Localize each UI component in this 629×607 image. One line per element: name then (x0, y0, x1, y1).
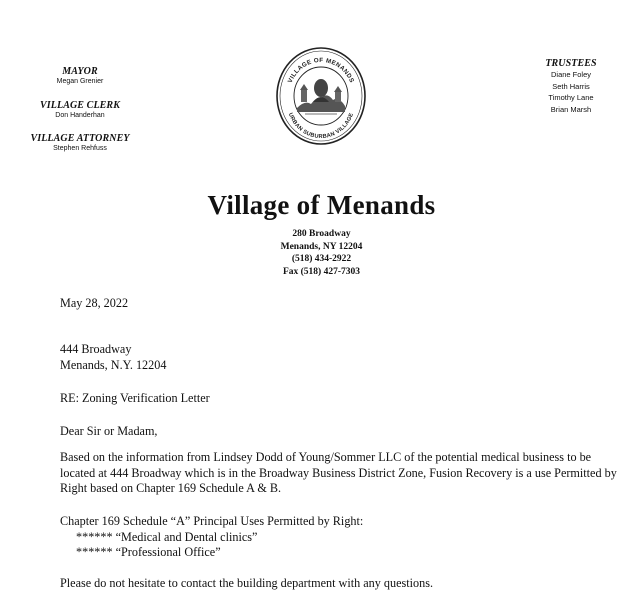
address-line: Fax (518) 427-7303 (282, 266, 361, 277)
trustees-heading: TRUSTEES (545, 58, 597, 69)
schedule-heading: Chapter 169 Schedule “A” Principal Uses Permitted by Right: (60, 514, 364, 528)
attorney-block (0, 133, 160, 152)
address-line: 280 Broadway (292, 229, 351, 239)
attorney-role: VILLAGE ATTORNEY (30, 133, 130, 144)
letter-body-paragraph: Based on the information from Lindsey Dodd of Young/Sommer LLC of the potential medical business to be located at 444 Broadway which is in the Broadway Business District Zone, Fusion Recovery is a use Permitted by Right based on Chapter 169 Schedule A & B. (60, 450, 617, 495)
trustee-name: Brian Marsh (550, 104, 592, 114)
trustee-name: Diane Foley (550, 70, 592, 79)
trustees-block (523, 58, 619, 115)
village-seal-icon (275, 46, 367, 146)
trustee-name: Timothy Lane (548, 93, 594, 102)
letter-salutation: Dear Sir or Madam, (60, 424, 158, 438)
seal-bottom-text: URBAN SUBURBAN VILLAGE (286, 112, 356, 141)
recipient-line: 444 Broadway (60, 342, 132, 356)
schedule-item: ****** “Professional Office” (76, 545, 221, 559)
clerk-role: VILLAGE CLERK (40, 100, 120, 111)
mayor-block (0, 66, 160, 85)
village-title: Village of Menands (207, 190, 436, 220)
clerk-block (0, 100, 160, 119)
letter-closing: Please do not hesitate to contact the building department with any questions. (60, 576, 433, 590)
mayor-name: Megan Grenier (56, 78, 104, 85)
mayor-role: MAYOR (62, 66, 98, 77)
trustee-name: Seth Harris (552, 81, 590, 91)
recipient-line: Menands, N.Y. 12204 (60, 357, 167, 372)
letter-date: May 28, 2022 (60, 296, 129, 310)
recipient-address (60, 342, 166, 373)
village-address (0, 228, 629, 278)
address-line: Menands, NY 12204 (280, 241, 363, 252)
schedule-section (60, 514, 620, 561)
address-line: (518) 434-2922 (291, 254, 352, 264)
clerk-name: Don Handerhan (55, 112, 105, 119)
seal-top-text: VILLAGE OF MENANDS (286, 56, 356, 85)
attorney-name: Stephen Rehfuss (53, 145, 107, 152)
letter-subject: RE: Zoning Verification Letter (60, 391, 210, 405)
schedule-item: ****** “Medical and Dental clinics” (76, 529, 258, 544)
